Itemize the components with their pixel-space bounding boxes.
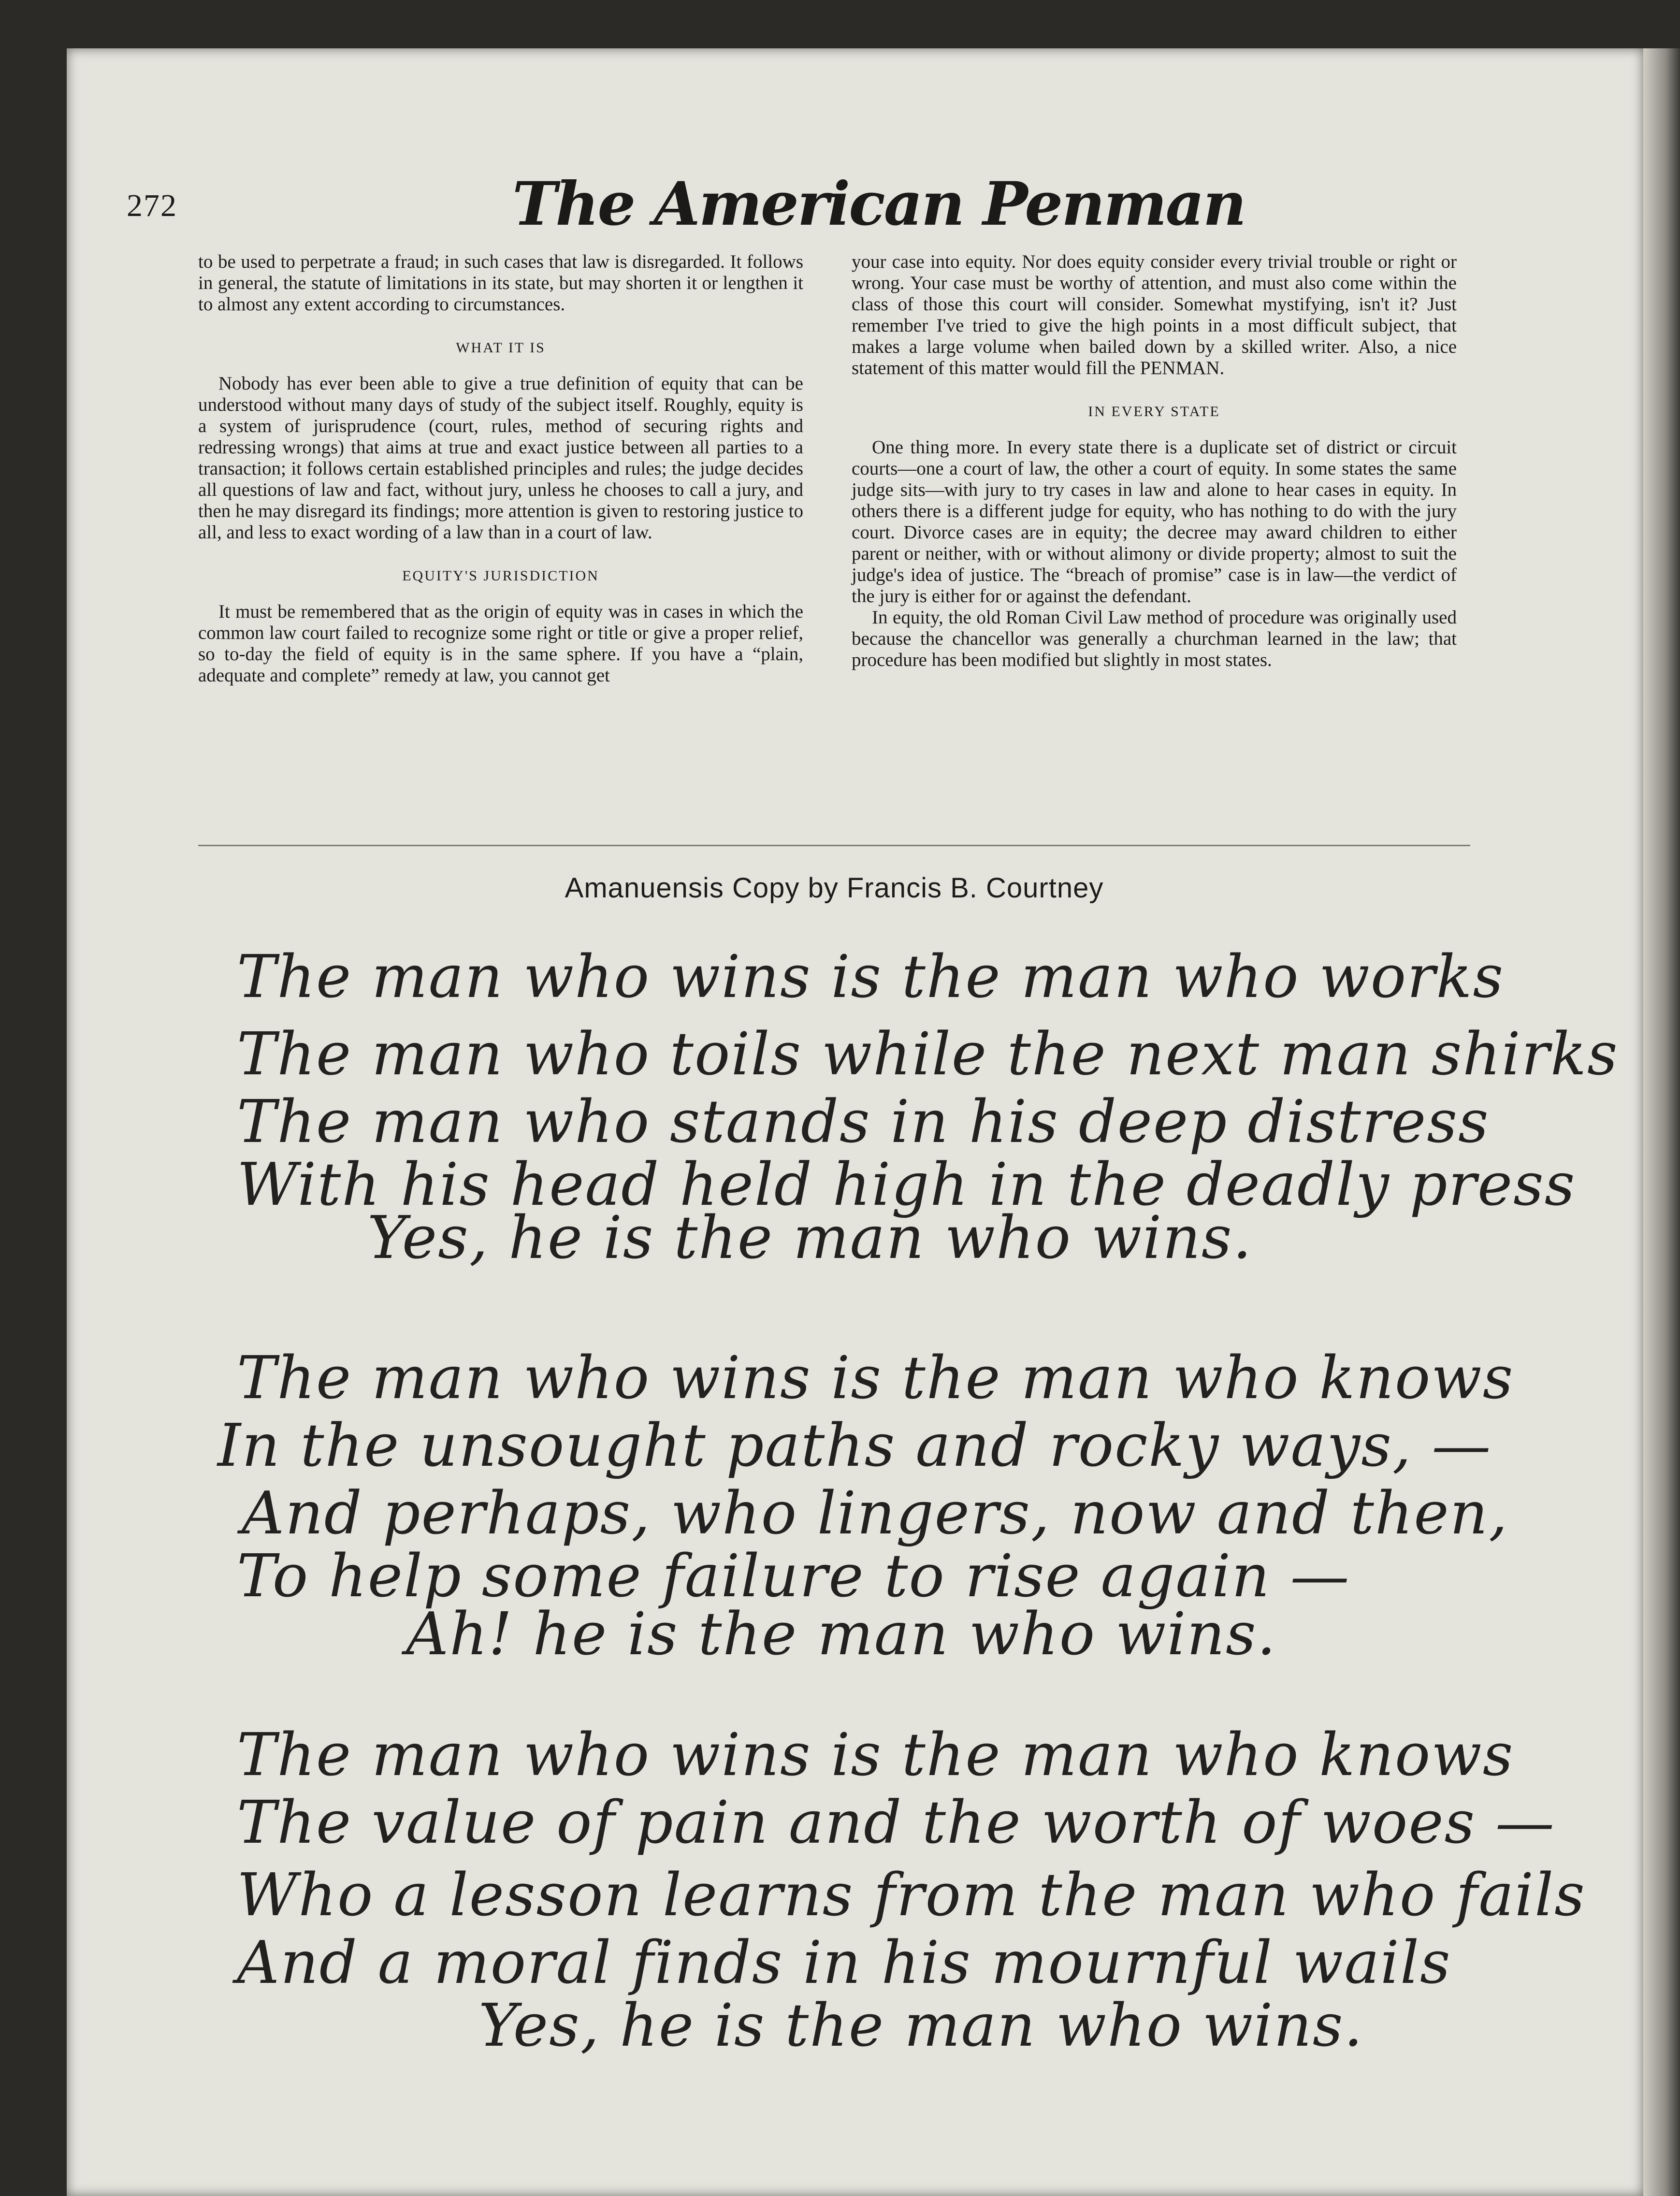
- definition-paragraph: Nobody has ever been able to give a true definition of equity that can be understood without many days of study of the subject itself. Roughly, equity is a system of jurisprudence (court, rules, method of securing rights and redressing wrongs) that aims at true and exact justice between all parties to a transaction; it follows certain established principles and rules; the judge decides all questions of law and fact, without jury, unless he chooses to call a jury, and then he may disregard its findings; more attention is given to restoring justice to all, and less to exact wording of a law than in a court of law.: [198, 373, 803, 543]
- masthead-logo: [512, 169, 1246, 242]
- horizontal-divider: [198, 845, 1470, 846]
- left-column: [198, 251, 803, 686]
- script-line: The man who toils while the next man shirks: [237, 1020, 1619, 1088]
- adjacent-page-edge: [1643, 48, 1680, 2196]
- script-line: The man who wins is the man who knows: [237, 1344, 1514, 1412]
- script-line: And a moral finds in his mournful wails: [237, 1928, 1451, 1997]
- roman-law-paragraph: In equity, the old Roman Civil Law method of procedure was originally used because the chancellor was generally a churchman learned in the law; that procedure has been modified but slightly in most states.: [852, 607, 1457, 670]
- copy-title: Amanuensis Copy by Francis B. Courtney: [565, 872, 1104, 904]
- section-heading-jurisdiction: EQUITY'S JURISDICTION: [402, 568, 599, 584]
- script-line: With his head held high in the deadly press: [237, 1150, 1576, 1219]
- script-line: To help some failure to rise again —: [237, 1542, 1350, 1610]
- left-intro-paragraph: to be used to perpetrate a fraud; in such cases that law is disregarded. It follows in general, the statute of limitations in its state, but may shorten it or lengthen it to almost any extent according to circumstances.: [198, 251, 803, 315]
- section-heading-what-it-is: WHAT IT IS: [456, 340, 546, 356]
- script-line: Yes, he is the man who wins.: [367, 1203, 1253, 1272]
- right-intro-paragraph: your case into equity. Nor does equity consider every trivial trouble or right or wrong. Your case must be worthy of attention, and must also come within the class of those this court will consider. Somewhat mystifying, isn't it? Just remember I've tried to give the high points in a most difficult subject, that makes a large volume when bailed down by a skilled writer. Also, a nice statement of this matter would fill the PENMAN.: [852, 251, 1457, 378]
- section-heading-every-state: IN EVERY STATE: [1088, 404, 1220, 419]
- script-line: And perhaps, who lingers, now and then,: [242, 1479, 1508, 1547]
- masthead-text: The American Penman: [512, 169, 1246, 239]
- script-line: The man who wins is the man who works: [237, 942, 1505, 1011]
- script-line: The value of pain and the worth of woes —: [237, 1788, 1555, 1857]
- script-line: Yes, he is the man who wins.: [478, 1991, 1364, 2060]
- every-state-paragraph: One thing more. In every state there is a duplicate set of district or circuit courts—one a court of law, the other a court of equity. In some states the same judge sits—with jury to try cases in law and alone to hear cases in equity. In others there is a different judge for equity, who has nothing to do with the jury court. Divorce cases are in equity; the decree may award children to either parent or neither, with or without alimony or divide property; almost to suit the judge's idea of justice. The “breach of promise” case is in law—the verdict of the jury is either for or against the defendant.: [852, 437, 1457, 607]
- jurisdiction-paragraph: It must be remembered that as the origin of equity was in cases in which the common law court failed to recognize some right or title or give a proper relief, so to-day the field of equity is in the same sphere. If you have a “plain, adequate and complete” remedy at law, you cannot get: [198, 601, 803, 686]
- script-line: The man who wins is the man who knows: [237, 1720, 1514, 1789]
- script-line: The man who stands in his deep distress: [237, 1087, 1490, 1156]
- page-number: 272: [127, 188, 177, 223]
- right-column: [852, 251, 1457, 671]
- script-line: Who a lesson learns from the man who fails: [237, 1861, 1586, 1929]
- script-line: In the unsought paths and rocky ways, —: [217, 1411, 1492, 1480]
- script-line: Ah! he is the man who wins.: [406, 1600, 1277, 1668]
